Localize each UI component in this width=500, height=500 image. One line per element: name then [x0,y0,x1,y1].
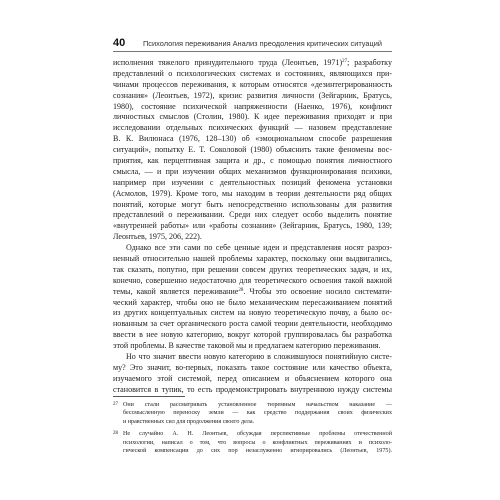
text-line-content: становится в тупик, то есть продемонстрировать внутреннюю нужду системы [113,384,392,394]
text-line-content: В. К. Вилюнаса (1976, 128–130) об «эмоциональном способе разрешения [113,134,392,144]
text-line-content: Но что значит ввести новую категорию в сложившуюся понятийную систе- [126,352,392,362]
text-line-content: му? Это значит, во-первых, показать такое состояние или качество объекта, [113,362,392,372]
text-line-content: ческий характер, чтобы оно не было механическим пересаживанием понятий [113,297,392,307]
text-line [113,385,392,396]
footnote-reference[interactable]: 27 [342,59,348,64]
text-line [113,254,392,265]
text-line [113,210,392,221]
text-line-content: ситуаций», попытку Е. Т. Соколовой (1980) объяснить такие феномены вос- [113,145,392,155]
text-line-content: нованным за счет органического роста самой теории деятельности, необходимо [113,319,392,329]
footnote-line [113,401,392,409]
footnote-text: и нравственных сил для продолжения своего дела. [123,418,255,425]
footnote-text: бессмысленную переноску земли — как средство поддержания своих физических [123,410,392,417]
footnote-text: гической компенсации до сих пор незаслуженно игнорировались (Леонтьев, 1975). [123,447,392,454]
text-line-content: чинами процессов переживания, к которым относятся «дезинтегрированность [113,79,392,89]
footnote-reference[interactable]: 28 [238,287,244,293]
text-line-content: исполнения тяжелого принудительного труда (Леонтьев, 1971) [113,58,343,67]
text-line-content: приятия, как перцептивная защита и др., с помощью понятия личностного [113,156,392,166]
footnote-line [113,439,392,447]
page-header [113,37,392,52]
text-line [113,319,392,330]
text-line [113,341,392,352]
text-line-content: из других концептуальных систем на новую теоретическую почву, а было ос- [113,308,392,318]
page-number: 40 [113,37,126,49]
text-line-content: ненный относительно нашей проблемы характер, поскольку они выдвигались, [113,254,392,264]
text-line [113,243,392,254]
text-line [113,232,392,243]
text-line-content: так сказать, попутно, при решении совсем других теоретических задач, и их, [113,264,392,274]
footnote-number: 28 [113,431,118,437]
footnote-line [113,409,392,417]
text-line [113,363,392,374]
text-line [113,374,392,385]
text-line-content: Леонтьев, 1975, 206, 222). [113,232,202,242]
text-line-content: темы, какой является переживание [113,286,239,296]
text-line [113,308,392,319]
text-line [113,145,392,156]
text-line [113,91,392,102]
text-line-tail: ; разработку [347,58,392,67]
text-line [113,156,392,167]
text-line [113,221,392,232]
text-line-content: понятий, которые могут быть непосредственно использованы для развития [113,199,392,209]
footnote-line [113,447,392,455]
text-line-content: (Асмолов, 1979). Кроме того, мы находим в теории деятельности ряд общих [113,188,392,198]
text-line [113,276,392,287]
text-line-content: представлений о переживании. Среди них следует особо выделить понятие [113,210,392,220]
text-line-content: исследовании отдельных психических функций — назовем представление [113,123,392,133]
text-line-content: «внутренней работы» или «работы сознания» (Зейгарник, Братусь, 1980, 139; [113,221,392,231]
footnotes [113,401,392,455]
text-line-content: этой проблемы. В качестве таковой мы и предлагаем категорию переживания. [113,341,381,351]
text-line-content: конечно, совершенно недостаточно для теоретического освоения такой важной [113,275,392,285]
text-line [113,287,392,298]
text-line [113,123,392,134]
body-text [113,58,392,396]
text-line [113,80,392,91]
text-line [113,330,392,341]
text-line [113,178,392,189]
text-line-content: смысла, — и при изучении общих механизмов функционирования психики, [113,166,392,176]
text-line [113,58,392,69]
footnote-text: Они стали рассматривать установленное тюремным начальством наказание — [123,402,392,408]
text-line-tail: . Чтобы это освоение носило системати- [243,286,392,296]
text-line-content: изучаемого этой системой, перед описанием и объяснением которого она [113,373,392,383]
text-line [113,265,392,276]
text-line-content: сознания» (Леонтьев, 1972), кризис развития личности (Зейгарник, Братусь, [113,90,392,100]
footnote-rule [113,396,185,397]
text-line [113,298,392,309]
text-line [113,167,392,178]
text-line [113,112,392,123]
text-line-content: 1980), состояние психической напряженности (Наенко, 1976), конфликт [113,101,392,111]
text-line-content: личностных смыслов (Столин, 1980). К идее переживания приходят и при [113,112,392,122]
text-line-content: представлений о психологических системах и состояниях, являющихся при- [113,68,392,78]
text-line [113,102,392,113]
text-line-content: например при изучении с деятельностных позиций феномена установки [113,177,392,187]
footnote-text: Не случайно А. Н. Леонтьев, обсуждая перспективные проблемы отечественной [123,431,392,438]
footnote-line [113,418,392,426]
running-head: Психология переживания Анализ преодоления критических ситуаций [143,39,383,48]
text-line [113,200,392,211]
footnote-text: психологии, написал о том, что вопросы о конфликтных переживаниях и психоло- [123,439,392,446]
text-line [113,69,392,80]
footnote-line [113,430,392,438]
text-line-content: Однако все эти сами по себе ценные идеи и представления носят разроз- [126,243,392,253]
text-line-content: ввести в нее новую категорию, вокруг которой группировалась бы разработка [113,330,392,340]
footnote-number: 27 [113,402,118,407]
text-line [113,352,392,363]
text-line [113,189,392,200]
text-line [113,134,392,145]
